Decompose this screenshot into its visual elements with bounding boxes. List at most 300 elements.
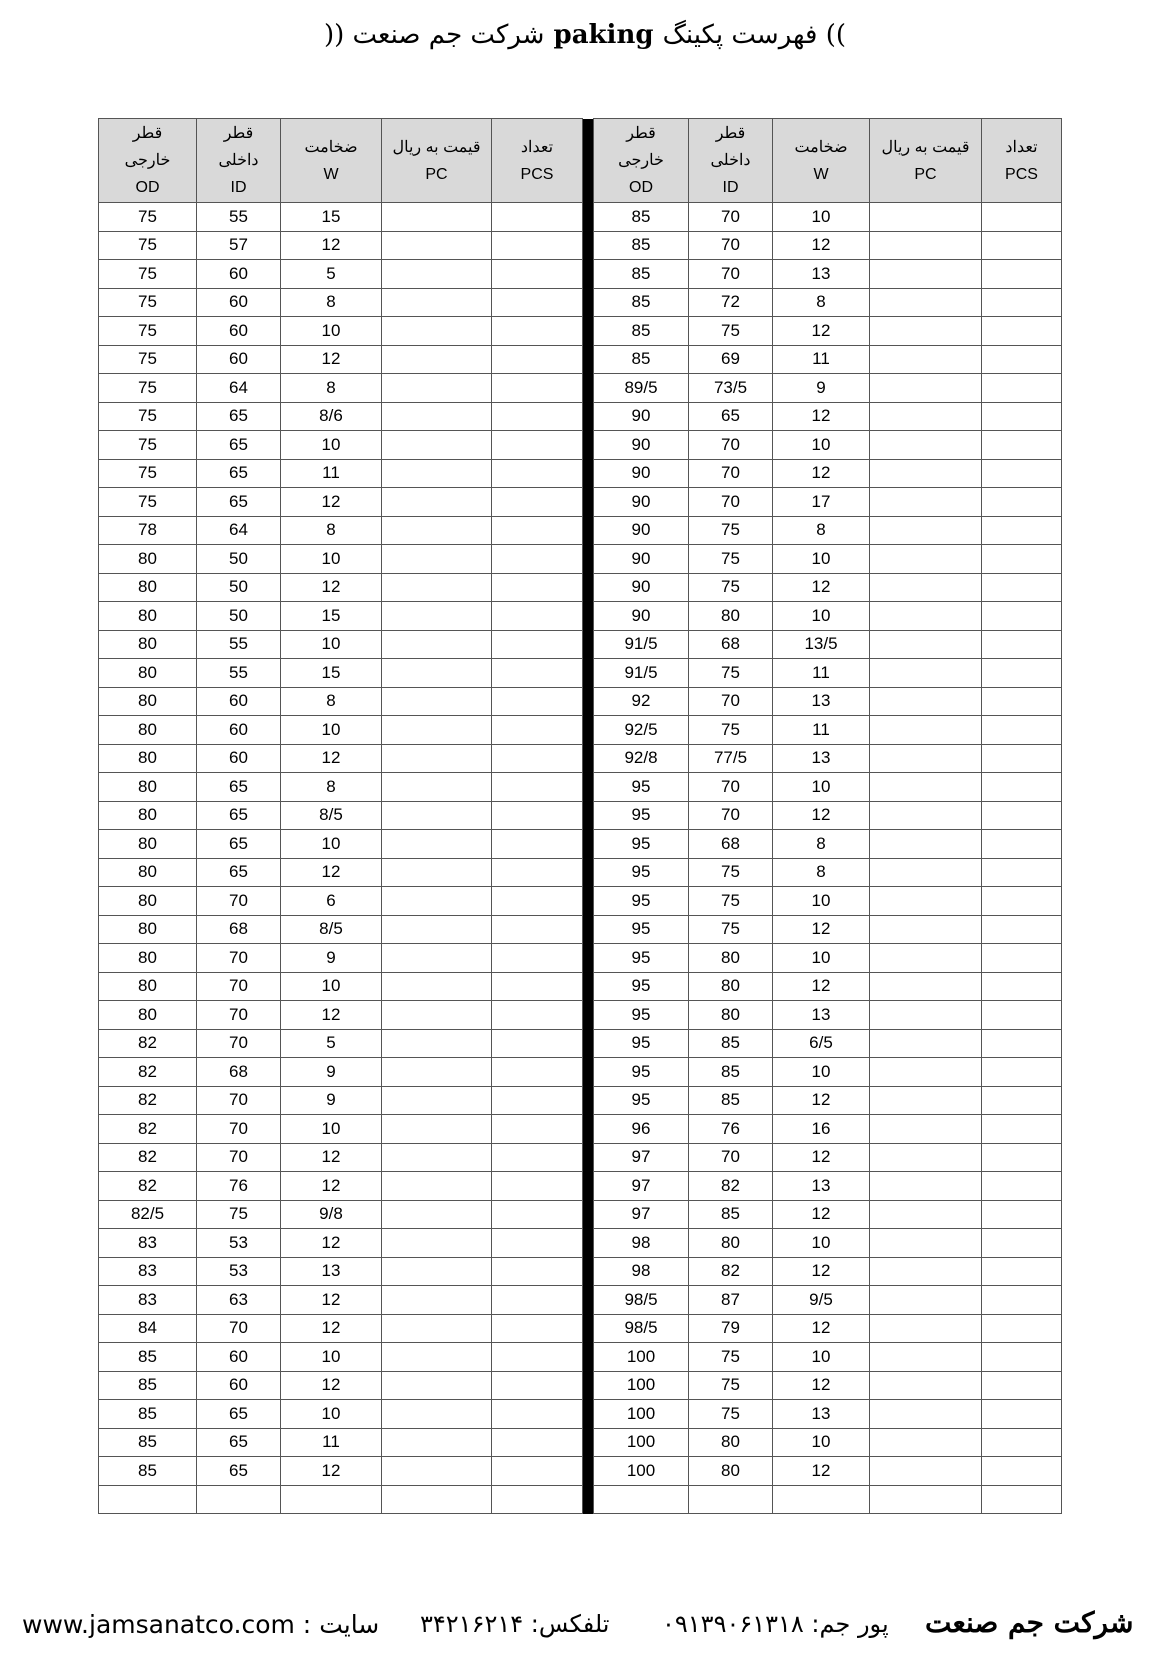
id-cell: 69 <box>689 345 773 374</box>
column-divider <box>583 602 594 631</box>
id-cell: 70 <box>689 1143 773 1172</box>
id-cell: 70 <box>197 1143 281 1172</box>
price-cell[interactable] <box>870 231 982 260</box>
w-cell: 8 <box>773 516 870 545</box>
quantity-cell[interactable] <box>492 1314 583 1343</box>
price-cell[interactable] <box>870 801 982 830</box>
od-cell: 80 <box>99 887 197 916</box>
quantity-cell[interactable] <box>982 716 1062 745</box>
table-row <box>99 1086 1062 1115</box>
column-divider <box>583 1371 594 1400</box>
price-cell[interactable] <box>382 1286 492 1315</box>
price-cell[interactable] <box>382 744 492 773</box>
quantity-cell[interactable] <box>492 1200 583 1229</box>
price-cell[interactable] <box>382 402 492 431</box>
price-cell[interactable] <box>382 374 492 403</box>
price-cell[interactable] <box>870 545 982 574</box>
id-cell: 85 <box>689 1058 773 1087</box>
price-cell[interactable] <box>870 402 982 431</box>
quantity-cell[interactable] <box>982 744 1062 773</box>
id-cell: 63 <box>197 1286 281 1315</box>
price-cell[interactable] <box>870 203 982 232</box>
price-cell[interactable] <box>870 1286 982 1315</box>
quantity-cell[interactable] <box>982 1143 1062 1172</box>
quantity-cell[interactable] <box>492 288 583 317</box>
price-cell[interactable] <box>382 1115 492 1144</box>
w-cell: 12 <box>281 744 382 773</box>
price-cell[interactable] <box>382 203 492 232</box>
od-cell: 91/5 <box>594 659 689 688</box>
quantity-cell[interactable] <box>982 1286 1062 1315</box>
column-divider <box>583 1229 594 1258</box>
price-cell[interactable] <box>870 716 982 745</box>
price-cell[interactable] <box>382 630 492 659</box>
id-cell: 75 <box>689 858 773 887</box>
w-cell: 12 <box>773 1314 870 1343</box>
quantity-cell[interactable] <box>982 773 1062 802</box>
price-cell[interactable] <box>382 1257 492 1286</box>
column-divider <box>583 1257 594 1286</box>
price-cell[interactable] <box>382 1457 492 1486</box>
w-cell: 10 <box>281 1115 382 1144</box>
price-cell[interactable] <box>382 944 492 973</box>
price-cell[interactable] <box>870 1485 982 1514</box>
quantity-cell[interactable] <box>982 374 1062 403</box>
price-cell[interactable] <box>870 317 982 346</box>
quantity-cell[interactable] <box>982 345 1062 374</box>
w-cell: 10 <box>773 773 870 802</box>
od-cell <box>99 1485 197 1514</box>
price-cell[interactable] <box>382 830 492 859</box>
quantity-cell[interactable] <box>982 1457 1062 1486</box>
price-cell[interactable] <box>870 488 982 517</box>
quantity-cell[interactable] <box>492 1029 583 1058</box>
quantity-cell[interactable] <box>982 516 1062 545</box>
od-cell: 92/5 <box>594 716 689 745</box>
quantity-cell[interactable] <box>982 801 1062 830</box>
w-cell: 9 <box>773 374 870 403</box>
quantity-cell[interactable] <box>982 1485 1062 1514</box>
price-cell[interactable] <box>870 1229 982 1258</box>
quantity-cell[interactable] <box>492 431 583 460</box>
price-cell[interactable] <box>382 1400 492 1429</box>
w-cell: 15 <box>281 203 382 232</box>
quantity-cell[interactable] <box>982 317 1062 346</box>
quantity-cell[interactable] <box>492 1257 583 1286</box>
w-cell: 8 <box>281 374 382 403</box>
w-cell: 13/5 <box>773 630 870 659</box>
id-cell: 65 <box>197 858 281 887</box>
quantity-cell[interactable] <box>982 915 1062 944</box>
quantity-cell[interactable] <box>492 317 583 346</box>
od-cell: 91/5 <box>594 630 689 659</box>
quantity-cell[interactable] <box>492 1229 583 1258</box>
quantity-cell[interactable] <box>492 687 583 716</box>
price-cell[interactable] <box>382 1143 492 1172</box>
quantity-cell[interactable] <box>982 1200 1062 1229</box>
table-row <box>99 1343 1062 1372</box>
quantity-cell[interactable] <box>982 1343 1062 1372</box>
table-body <box>99 203 1062 1514</box>
quantity-cell[interactable] <box>492 459 583 488</box>
price-cell[interactable] <box>870 1058 982 1087</box>
quantity-cell[interactable] <box>492 801 583 830</box>
od-cell: 92/8 <box>594 744 689 773</box>
id-cell: 57 <box>197 231 281 260</box>
column-divider <box>583 944 594 973</box>
quantity-cell[interactable] <box>982 459 1062 488</box>
price-cell[interactable] <box>870 887 982 916</box>
price-cell[interactable] <box>870 1371 982 1400</box>
price-cell[interactable] <box>870 659 982 688</box>
w-cell <box>281 1485 382 1514</box>
id-cell: 60 <box>197 288 281 317</box>
quantity-cell[interactable] <box>492 915 583 944</box>
id-cell: 60 <box>197 744 281 773</box>
price-cell[interactable] <box>870 1001 982 1030</box>
w-cell: 12 <box>773 317 870 346</box>
quantity-cell[interactable] <box>492 488 583 517</box>
price-cell[interactable] <box>382 858 492 887</box>
price-cell[interactable] <box>382 1086 492 1115</box>
quantity-cell[interactable] <box>982 659 1062 688</box>
od-cell: 89/5 <box>594 374 689 403</box>
column-divider <box>583 1343 594 1372</box>
quantity-cell[interactable] <box>492 1086 583 1115</box>
w-cell: 11 <box>773 659 870 688</box>
od-cell: 75 <box>99 288 197 317</box>
id-cell: 75 <box>689 516 773 545</box>
quantity-cell[interactable] <box>492 944 583 973</box>
price-cell[interactable] <box>870 288 982 317</box>
table-row <box>99 1115 1062 1144</box>
price-cell[interactable] <box>382 773 492 802</box>
price-cell[interactable] <box>382 687 492 716</box>
price-cell[interactable] <box>382 1001 492 1030</box>
od-cell: 97 <box>594 1172 689 1201</box>
price-cell[interactable] <box>382 1200 492 1229</box>
price-cell[interactable] <box>870 830 982 859</box>
quantity-cell[interactable] <box>982 1428 1062 1457</box>
quantity-cell[interactable] <box>492 1400 583 1429</box>
id-cell: 77/5 <box>689 744 773 773</box>
quantity-cell[interactable] <box>492 345 583 374</box>
id-cell: 70 <box>689 459 773 488</box>
header-w-right: ضخامت W <box>773 119 870 203</box>
price-cell[interactable] <box>870 1200 982 1229</box>
price-cell[interactable] <box>382 972 492 1001</box>
w-cell: 10 <box>281 431 382 460</box>
price-cell[interactable] <box>870 345 982 374</box>
quantity-cell[interactable] <box>982 1029 1062 1058</box>
quantity-cell[interactable] <box>982 1400 1062 1429</box>
price-cell[interactable] <box>870 915 982 944</box>
id-cell: 80 <box>689 972 773 1001</box>
column-divider <box>583 887 594 916</box>
footer-fax: تلفکس: ۳۴۲۱۶۲۱۴ <box>420 1610 610 1638</box>
quantity-cell[interactable] <box>492 858 583 887</box>
quantity-cell[interactable] <box>982 830 1062 859</box>
price-cell[interactable] <box>870 630 982 659</box>
price-cell[interactable] <box>870 944 982 973</box>
column-divider <box>583 1485 594 1514</box>
id-cell: 80 <box>689 1457 773 1486</box>
od-cell: 98 <box>594 1257 689 1286</box>
price-cell[interactable] <box>382 1343 492 1372</box>
table-row <box>99 231 1062 260</box>
id-cell: 80 <box>689 1428 773 1457</box>
price-cell[interactable] <box>870 1257 982 1286</box>
quantity-cell[interactable] <box>492 1343 583 1372</box>
price-cell[interactable] <box>870 1428 982 1457</box>
table-row <box>99 687 1062 716</box>
price-cell[interactable] <box>382 602 492 631</box>
quantity-cell[interactable] <box>982 1115 1062 1144</box>
quantity-cell[interactable] <box>982 488 1062 517</box>
header-pc-left: قیمت به ریال PC <box>382 119 492 203</box>
column-divider <box>583 1029 594 1058</box>
price-cell[interactable] <box>870 1115 982 1144</box>
column-divider <box>583 1314 594 1343</box>
w-cell: 12 <box>281 1457 382 1486</box>
price-cell[interactable] <box>870 972 982 1001</box>
od-cell: 75 <box>99 402 197 431</box>
table-row <box>99 659 1062 688</box>
price-cell[interactable] <box>382 716 492 745</box>
quantity-cell[interactable] <box>982 260 1062 289</box>
quantity-cell[interactable] <box>982 602 1062 631</box>
price-cell[interactable] <box>870 459 982 488</box>
od-cell: 80 <box>99 573 197 602</box>
price-cell[interactable] <box>382 288 492 317</box>
w-cell: 8 <box>281 687 382 716</box>
price-cell[interactable] <box>382 1058 492 1087</box>
id-cell: 80 <box>689 1001 773 1030</box>
id-cell: 70 <box>689 687 773 716</box>
id-cell <box>689 1485 773 1514</box>
id-cell: 75 <box>689 573 773 602</box>
price-cell[interactable] <box>870 374 982 403</box>
od-cell: 80 <box>99 858 197 887</box>
w-cell: 15 <box>281 659 382 688</box>
price-cell[interactable] <box>382 1314 492 1343</box>
id-cell: 75 <box>689 317 773 346</box>
quantity-cell[interactable] <box>492 744 583 773</box>
id-cell: 65 <box>197 1428 281 1457</box>
footer-website[interactable]: www.jamsanatco.com : سایت <box>22 1610 380 1639</box>
od-cell: 80 <box>99 944 197 973</box>
footer-company-name: شرکت جم صنعت <box>925 1606 1134 1639</box>
od-cell: 80 <box>99 972 197 1001</box>
quantity-cell[interactable] <box>492 1286 583 1315</box>
price-cell[interactable] <box>870 1172 982 1201</box>
quantity-cell[interactable] <box>492 1172 583 1201</box>
quantity-cell[interactable] <box>492 659 583 688</box>
w-cell: 10 <box>773 203 870 232</box>
quantity-cell[interactable] <box>982 1172 1062 1201</box>
price-cell[interactable] <box>382 915 492 944</box>
quantity-cell[interactable] <box>982 545 1062 574</box>
price-cell[interactable] <box>382 1371 492 1400</box>
quantity-cell[interactable] <box>982 573 1062 602</box>
id-cell: 75 <box>689 1400 773 1429</box>
w-cell: 12 <box>281 1286 382 1315</box>
quantity-cell[interactable] <box>982 1257 1062 1286</box>
price-cell[interactable] <box>382 488 492 517</box>
od-cell: 90 <box>594 516 689 545</box>
quantity-cell[interactable] <box>492 972 583 1001</box>
column-divider <box>583 288 594 317</box>
quantity-cell[interactable] <box>492 374 583 403</box>
id-cell: 60 <box>197 345 281 374</box>
price-cell[interactable] <box>382 887 492 916</box>
price-cell[interactable] <box>382 231 492 260</box>
quantity-cell[interactable] <box>982 288 1062 317</box>
quantity-cell[interactable] <box>982 1058 1062 1087</box>
price-cell[interactable] <box>382 1428 492 1457</box>
table-row <box>99 1314 1062 1343</box>
quantity-cell[interactable] <box>492 1371 583 1400</box>
price-cell[interactable] <box>382 659 492 688</box>
table-row <box>99 431 1062 460</box>
od-cell: 100 <box>594 1343 689 1372</box>
quantity-cell[interactable] <box>492 602 583 631</box>
quantity-cell[interactable] <box>492 231 583 260</box>
price-cell[interactable] <box>870 687 982 716</box>
quantity-cell[interactable] <box>982 402 1062 431</box>
price-cell[interactable] <box>382 345 492 374</box>
id-cell: 80 <box>689 944 773 973</box>
price-cell[interactable] <box>870 516 982 545</box>
column-divider <box>583 516 594 545</box>
quantity-cell[interactable] <box>492 1058 583 1087</box>
id-cell: 68 <box>689 830 773 859</box>
w-cell: 10 <box>773 431 870 460</box>
quantity-cell[interactable] <box>492 516 583 545</box>
quantity-cell[interactable] <box>982 1371 1062 1400</box>
price-cell[interactable] <box>870 1400 982 1429</box>
quantity-cell[interactable] <box>492 887 583 916</box>
od-cell: 80 <box>99 773 197 802</box>
price-cell[interactable] <box>870 1314 982 1343</box>
w-cell: 6/5 <box>773 1029 870 1058</box>
quantity-cell[interactable] <box>492 1428 583 1457</box>
price-cell[interactable] <box>870 1086 982 1115</box>
id-cell: 65 <box>197 402 281 431</box>
w-cell: 5 <box>281 1029 382 1058</box>
price-cell[interactable] <box>382 317 492 346</box>
id-cell: 85 <box>689 1029 773 1058</box>
price-cell[interactable] <box>870 1343 982 1372</box>
od-cell: 80 <box>99 602 197 631</box>
price-cell[interactable] <box>870 773 982 802</box>
quantity-cell[interactable] <box>492 630 583 659</box>
od-cell: 85 <box>99 1400 197 1429</box>
quantity-cell[interactable] <box>982 1001 1062 1030</box>
id-cell: 75 <box>689 716 773 745</box>
quantity-cell[interactable] <box>492 545 583 574</box>
quantity-cell[interactable] <box>982 1229 1062 1258</box>
w-cell: 10 <box>773 1428 870 1457</box>
price-cell[interactable] <box>382 545 492 574</box>
table-row <box>99 1001 1062 1030</box>
price-cell[interactable] <box>382 260 492 289</box>
price-cell[interactable] <box>870 1143 982 1172</box>
price-cell[interactable] <box>870 260 982 289</box>
price-cell[interactable] <box>382 1172 492 1201</box>
table-row <box>99 1058 1062 1087</box>
quantity-cell[interactable] <box>492 1001 583 1030</box>
id-cell: 75 <box>689 887 773 916</box>
quantity-cell[interactable] <box>492 830 583 859</box>
quantity-cell[interactable] <box>492 203 583 232</box>
price-cell[interactable] <box>870 858 982 887</box>
column-divider <box>583 630 594 659</box>
price-cell[interactable] <box>382 431 492 460</box>
quantity-cell[interactable] <box>492 573 583 602</box>
quantity-cell[interactable] <box>982 687 1062 716</box>
price-cell[interactable] <box>870 602 982 631</box>
quantity-cell[interactable] <box>982 630 1062 659</box>
quantity-cell[interactable] <box>492 1457 583 1486</box>
w-cell: 12 <box>773 459 870 488</box>
price-cell[interactable] <box>870 1457 982 1486</box>
price-cell[interactable] <box>382 1229 492 1258</box>
quantity-cell[interactable] <box>492 1143 583 1172</box>
w-cell: 12 <box>281 1229 382 1258</box>
price-cell[interactable] <box>870 744 982 773</box>
price-cell[interactable] <box>382 516 492 545</box>
price-cell[interactable] <box>382 459 492 488</box>
quantity-cell[interactable] <box>982 203 1062 232</box>
price-cell[interactable] <box>870 431 982 460</box>
quantity-cell[interactable] <box>982 858 1062 887</box>
price-cell[interactable] <box>382 573 492 602</box>
quantity-cell[interactable] <box>492 1115 583 1144</box>
quantity-cell[interactable] <box>982 972 1062 1001</box>
quantity-cell[interactable] <box>982 231 1062 260</box>
table-row <box>99 374 1062 403</box>
quantity-cell[interactable] <box>492 402 583 431</box>
price-cell[interactable] <box>382 1029 492 1058</box>
price-cell[interactable] <box>382 801 492 830</box>
price-cell[interactable] <box>382 1485 492 1514</box>
price-cell[interactable] <box>870 573 982 602</box>
header-id-right: قطر داخلی ID <box>689 119 773 203</box>
quantity-cell[interactable] <box>982 887 1062 916</box>
quantity-cell[interactable] <box>982 1314 1062 1343</box>
quantity-cell[interactable] <box>982 944 1062 973</box>
id-cell: 70 <box>689 773 773 802</box>
column-divider <box>583 1086 594 1115</box>
w-cell: 12 <box>773 402 870 431</box>
quantity-cell[interactable] <box>982 431 1062 460</box>
quantity-cell[interactable] <box>492 260 583 289</box>
od-cell: 82 <box>99 1143 197 1172</box>
od-cell: 80 <box>99 830 197 859</box>
od-cell: 90 <box>594 431 689 460</box>
quantity-cell[interactable] <box>492 1485 583 1514</box>
price-cell[interactable] <box>870 1029 982 1058</box>
od-cell: 85 <box>99 1343 197 1372</box>
quantity-cell[interactable] <box>982 1086 1062 1115</box>
od-cell: 83 <box>99 1257 197 1286</box>
quantity-cell[interactable] <box>492 773 583 802</box>
quantity-cell[interactable] <box>492 716 583 745</box>
id-cell: 82 <box>689 1172 773 1201</box>
w-cell: 12 <box>281 1001 382 1030</box>
table-row <box>99 1400 1062 1429</box>
